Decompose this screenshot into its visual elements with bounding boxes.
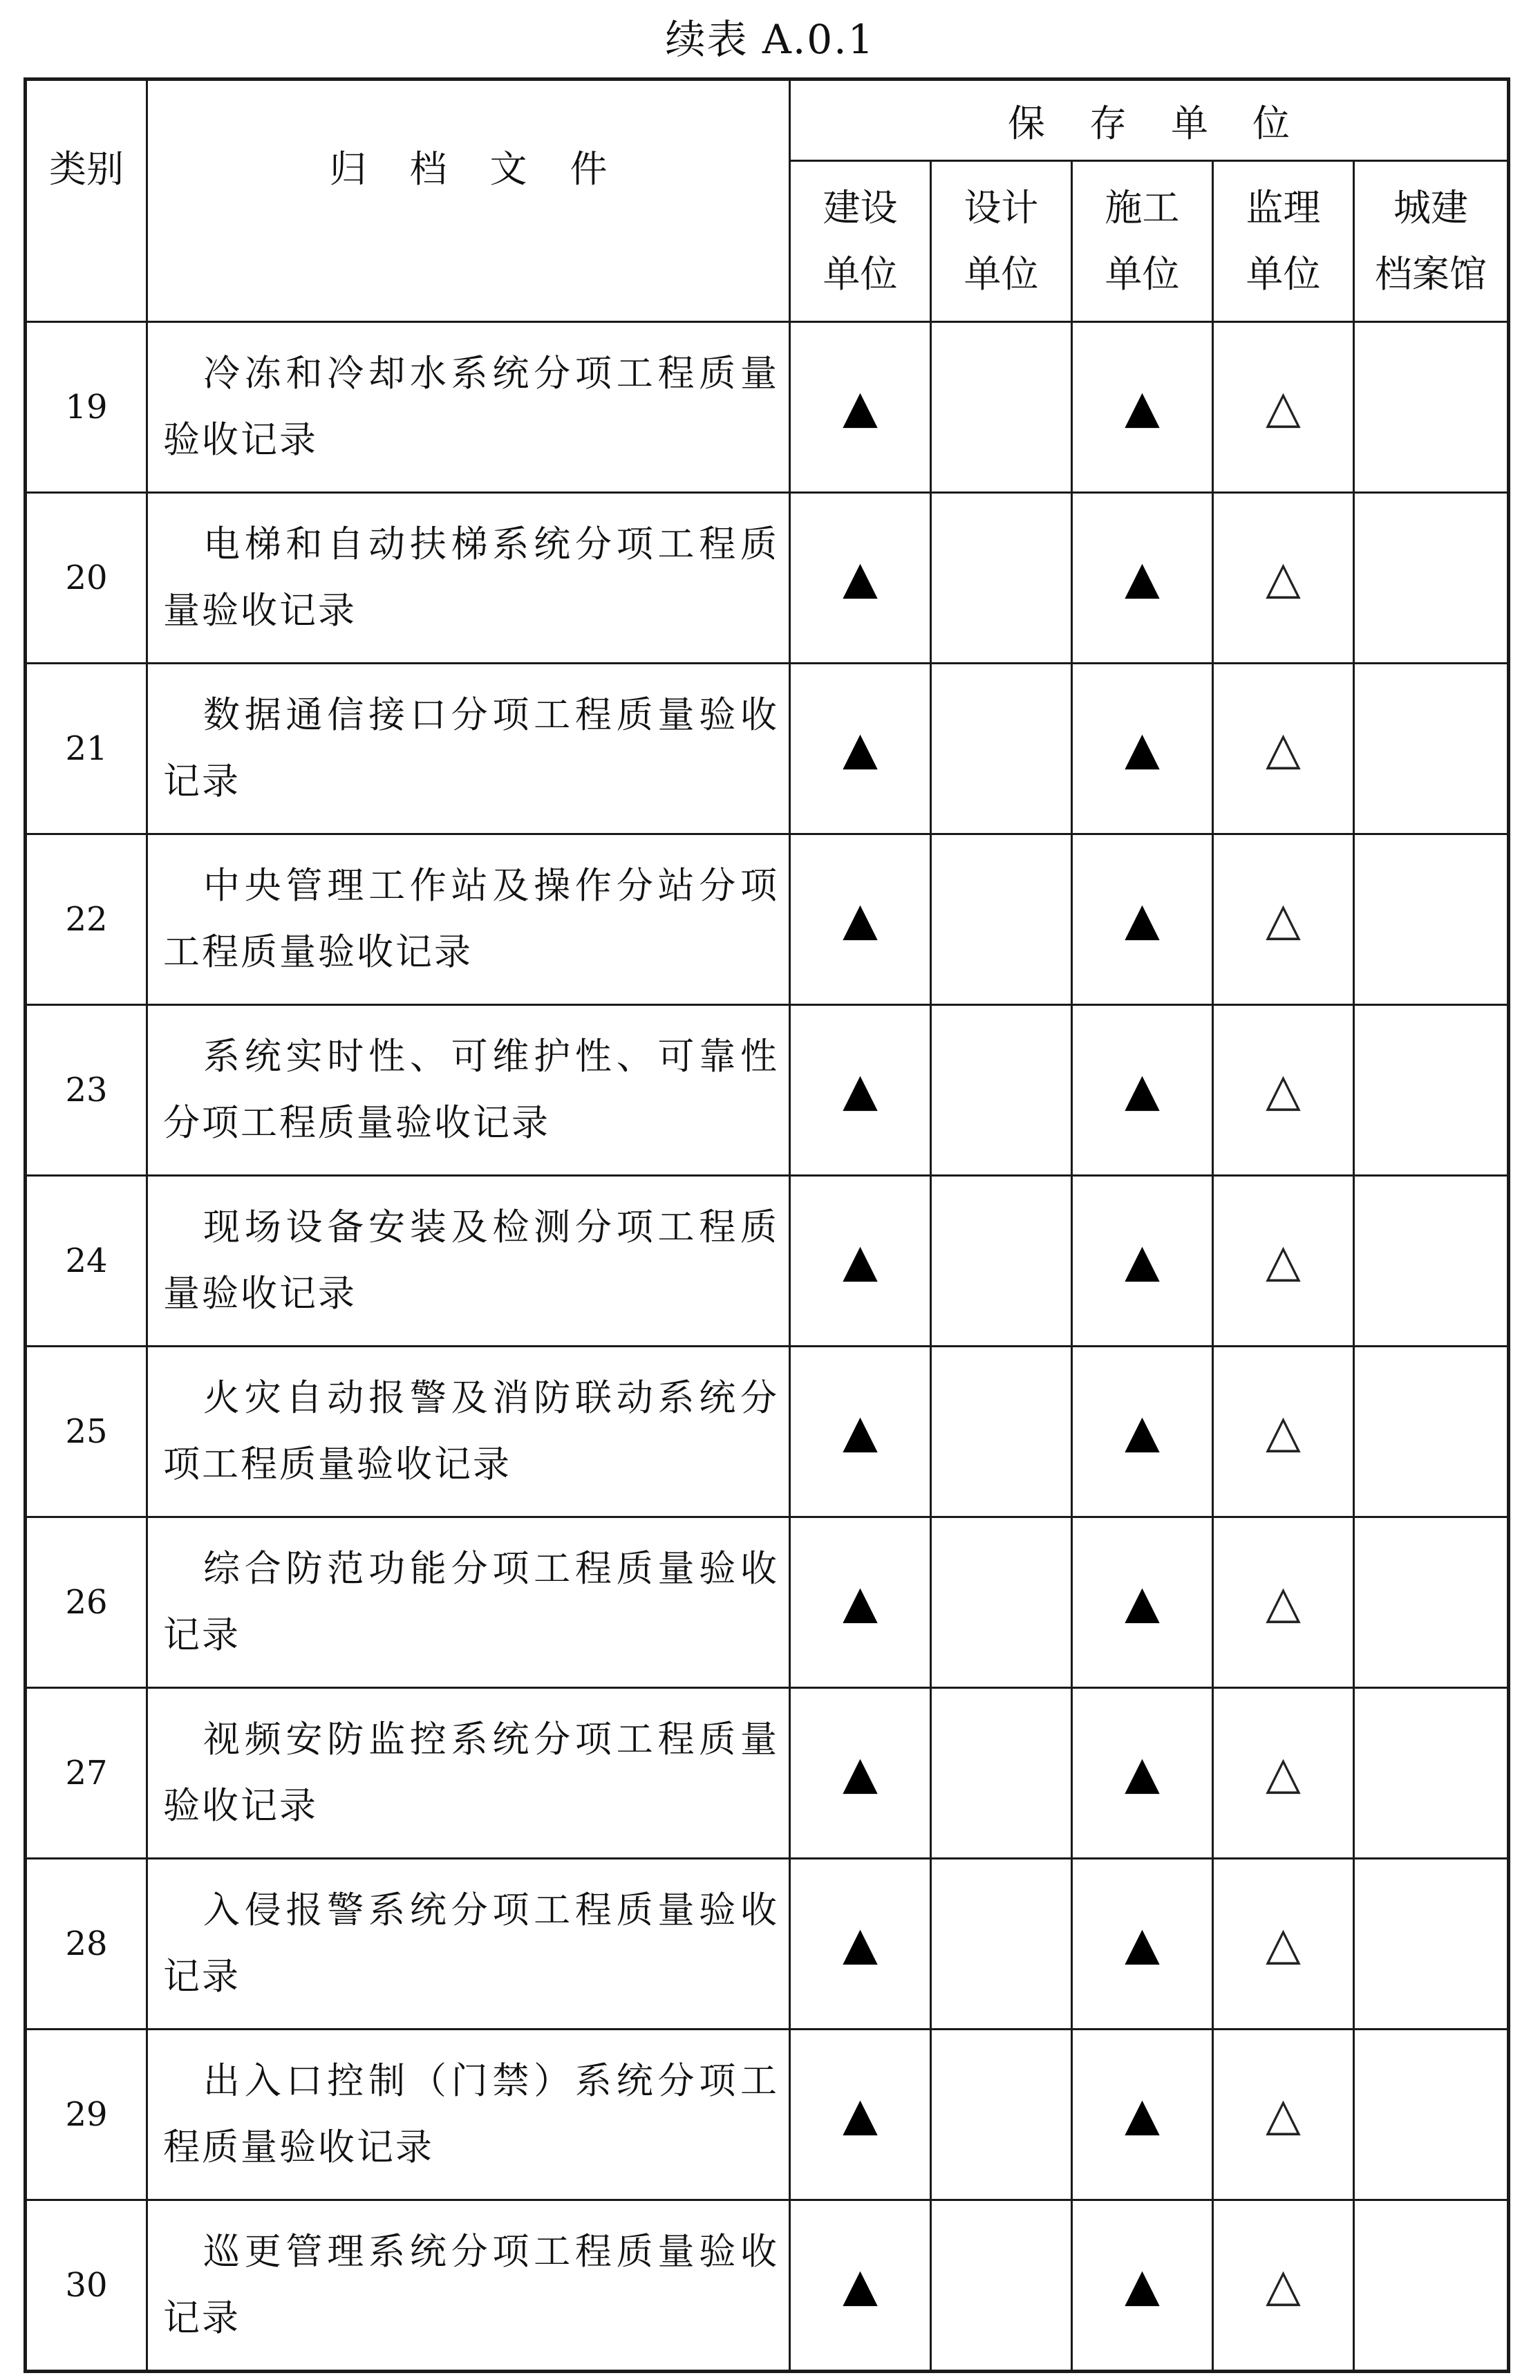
row-category-number: 29: [26, 2030, 147, 2200]
filled-triangle-icon: ▲: [1125, 1917, 1160, 1970]
filled-triangle-icon: ▲: [1125, 2258, 1160, 2312]
mark-cell-design: [931, 2030, 1072, 2200]
hollow-triangle-icon: △: [1266, 892, 1301, 946]
hollow-triangle-icon: △: [1266, 2088, 1301, 2141]
filled-triangle-icon: ▲: [843, 2258, 878, 2312]
unit-line1: 施工: [1105, 186, 1180, 229]
table-row: [26, 1688, 1509, 1859]
mark-cell-construction-owner: [790, 2200, 931, 2372]
mark-cell-city-archive: [1354, 322, 1509, 493]
header-unit-city-archive: [1354, 161, 1509, 322]
hollow-triangle-icon: △: [1266, 1746, 1301, 1799]
hollow-triangle-icon: △: [1266, 1234, 1301, 1287]
table-row: [26, 493, 1509, 664]
table-row: [26, 1005, 1509, 1176]
unit-line1: 城建: [1393, 186, 1468, 229]
mark-cell-supervisor: [1213, 834, 1354, 1005]
table-row: [26, 834, 1509, 1005]
header-unit-design: [931, 161, 1072, 322]
table-row: [26, 664, 1509, 834]
unit-line2: 单位: [823, 252, 898, 296]
unit-line2: 单位: [1105, 252, 1180, 296]
hollow-triangle-icon: △: [1266, 1405, 1301, 1458]
archive-table: [24, 77, 1510, 2373]
hollow-triangle-icon: △: [1266, 551, 1301, 604]
filled-triangle-icon: ▲: [843, 380, 878, 433]
filled-triangle-icon: ▲: [843, 1405, 878, 1458]
unit-line1: 设计: [964, 186, 1039, 229]
mark-cell-supervisor: [1213, 1347, 1354, 1517]
mark-cell-design: [931, 1347, 1072, 1517]
row-document-name: 中央管理工作站及操作分站分项工程质量验收记录: [147, 834, 790, 1005]
filled-triangle-icon: ▲: [1125, 892, 1160, 946]
row-category-number: 28: [26, 1859, 147, 2030]
mark-cell-city-archive: [1354, 1517, 1509, 1688]
table-row: [26, 1176, 1509, 1347]
row-category-number: 21: [26, 664, 147, 834]
row-document-name: 出入口控制（门禁）系统分项工程质量验收记录: [147, 2030, 790, 2200]
header-row-top: [26, 79, 1509, 161]
filled-triangle-icon: ▲: [1125, 1063, 1160, 1116]
mark-cell-city-archive: [1354, 1176, 1509, 1347]
mark-cell-supervisor: [1213, 1005, 1354, 1176]
mark-cell-contractor: [1072, 664, 1213, 834]
row-category-number: 25: [26, 1347, 147, 1517]
mark-cell-contractor: [1072, 834, 1213, 1005]
mark-cell-construction-owner: [790, 1176, 931, 1347]
filled-triangle-icon: ▲: [1125, 1746, 1160, 1799]
mark-cell-city-archive: [1354, 1005, 1509, 1176]
mark-cell-design: [931, 1859, 1072, 2030]
mark-cell-design: [931, 1176, 1072, 1347]
filled-triangle-icon: ▲: [843, 1746, 878, 1799]
unit-line1: 建设: [823, 186, 898, 229]
mark-cell-contractor: [1072, 493, 1213, 664]
mark-cell-city-archive: [1354, 2030, 1509, 2200]
filled-triangle-icon: ▲: [1125, 1405, 1160, 1458]
header-category: 类别: [26, 79, 147, 322]
row-category-number: 24: [26, 1176, 147, 1347]
mark-cell-city-archive: [1354, 2200, 1509, 2372]
header-unit-supervisor: [1213, 161, 1354, 322]
mark-cell-supervisor: [1213, 2200, 1354, 2372]
mark-cell-construction-owner: [790, 2030, 931, 2200]
table-row: [26, 1859, 1509, 2030]
header-documents: 归档文件: [147, 79, 790, 322]
mark-cell-city-archive: [1354, 493, 1509, 664]
unit-line2: 单位: [1246, 252, 1321, 296]
unit-line2: 档案馆: [1375, 252, 1487, 296]
mark-cell-design: [931, 1005, 1072, 1176]
row-document-name: 视频安防监控系统分项工程质量验收记录: [147, 1688, 790, 1859]
mark-cell-contractor: [1072, 1859, 1213, 2030]
mark-cell-construction-owner: [790, 322, 931, 493]
row-category-number: 20: [26, 493, 147, 664]
mark-cell-design: [931, 322, 1072, 493]
mark-cell-contractor: [1072, 1517, 1213, 1688]
mark-cell-contractor: [1072, 2200, 1213, 2372]
header-unit-contractor: [1072, 161, 1213, 322]
mark-cell-supervisor: [1213, 493, 1354, 664]
mark-cell-construction-owner: [790, 1517, 931, 1688]
row-document-name: 系统实时性、可维护性、可靠性分项工程质量验收记录: [147, 1005, 790, 1176]
mark-cell-contractor: [1072, 322, 1213, 493]
mark-cell-contractor: [1072, 1688, 1213, 1859]
mark-cell-supervisor: [1213, 1688, 1354, 1859]
header-storage-units: 保存单位: [790, 79, 1509, 161]
filled-triangle-icon: ▲: [1125, 722, 1160, 775]
row-category-number: 22: [26, 834, 147, 1005]
filled-triangle-icon: ▲: [843, 722, 878, 775]
table-title: 续表 A.0.1: [665, 16, 875, 63]
mark-cell-construction-owner: [790, 1005, 931, 1176]
row-category-number: 30: [26, 2200, 147, 2372]
filled-triangle-icon: ▲: [843, 2088, 878, 2141]
filled-triangle-icon: ▲: [843, 1575, 878, 1629]
table-row: [26, 322, 1509, 493]
mark-cell-city-archive: [1354, 1347, 1509, 1517]
mark-cell-construction-owner: [790, 1347, 931, 1517]
mark-cell-city-archive: [1354, 664, 1509, 834]
row-document-name: 巡更管理系统分项工程质量验收记录: [147, 2200, 790, 2372]
filled-triangle-icon: ▲: [1125, 551, 1160, 604]
mark-cell-supervisor: [1213, 664, 1354, 834]
table-row: [26, 2030, 1509, 2200]
mark-cell-contractor: [1072, 1005, 1213, 1176]
mark-cell-city-archive: [1354, 834, 1509, 1005]
row-document-name: 入侵报警系统分项工程质量验收记录: [147, 1859, 790, 2030]
mark-cell-contractor: [1072, 1347, 1213, 1517]
row-category-number: 26: [26, 1517, 147, 1688]
mark-cell-city-archive: [1354, 1688, 1509, 1859]
filled-triangle-icon: ▲: [843, 1063, 878, 1116]
filled-triangle-icon: ▲: [843, 1917, 878, 1970]
hollow-triangle-icon: △: [1266, 2258, 1301, 2312]
unit-line2: 单位: [964, 252, 1039, 296]
row-category-number: 27: [26, 1688, 147, 1859]
filled-triangle-icon: ▲: [843, 892, 878, 946]
row-document-name: 综合防范功能分项工程质量验收记录: [147, 1517, 790, 1688]
mark-cell-construction-owner: [790, 493, 931, 664]
header-unit-construction-owner: [790, 161, 931, 322]
table-row: [26, 1347, 1509, 1517]
filled-triangle-icon: ▲: [843, 1234, 878, 1287]
mark-cell-city-archive: [1354, 1859, 1509, 2030]
mark-cell-design: [931, 834, 1072, 1005]
filled-triangle-icon: ▲: [1125, 380, 1160, 433]
mark-cell-supervisor: [1213, 322, 1354, 493]
mark-cell-construction-owner: [790, 1688, 931, 1859]
mark-cell-contractor: [1072, 1176, 1213, 1347]
mark-cell-supervisor: [1213, 1176, 1354, 1347]
hollow-triangle-icon: △: [1266, 1063, 1301, 1116]
hollow-triangle-icon: △: [1266, 1917, 1301, 1970]
mark-cell-construction-owner: [790, 834, 931, 1005]
hollow-triangle-icon: △: [1266, 722, 1301, 775]
mark-cell-supervisor: [1213, 1517, 1354, 1688]
row-document-name: 火灾自动报警及消防联动系统分项工程质量验收记录: [147, 1347, 790, 1517]
unit-line1: 监理: [1246, 186, 1321, 229]
row-category-number: 23: [26, 1005, 147, 1176]
mark-cell-construction-owner: [790, 664, 931, 834]
row-document-name: 电梯和自动扶梯系统分项工程质量验收记录: [147, 493, 790, 664]
mark-cell-supervisor: [1213, 1859, 1354, 2030]
filled-triangle-icon: ▲: [843, 551, 878, 604]
table-row: [26, 1517, 1509, 1688]
mark-cell-supervisor: [1213, 2030, 1354, 2200]
mark-cell-design: [931, 1517, 1072, 1688]
row-document-name: 数据通信接口分项工程质量验收记录: [147, 664, 790, 834]
mark-cell-design: [931, 493, 1072, 664]
table-body: [26, 322, 1509, 2372]
mark-cell-design: [931, 664, 1072, 834]
hollow-triangle-icon: △: [1266, 1575, 1301, 1629]
table-row: [26, 2200, 1509, 2372]
row-category-number: 19: [26, 322, 147, 493]
row-document-name: 现场设备安装及检测分项工程质量验收记录: [147, 1176, 790, 1347]
hollow-triangle-icon: △: [1266, 380, 1301, 433]
row-document-name: 冷冻和冷却水系统分项工程质量验收记录: [147, 322, 790, 493]
filled-triangle-icon: ▲: [1125, 1575, 1160, 1629]
mark-cell-construction-owner: [790, 1859, 931, 2030]
filled-triangle-icon: ▲: [1125, 2088, 1160, 2141]
mark-cell-design: [931, 2200, 1072, 2372]
mark-cell-design: [931, 1688, 1072, 1859]
mark-cell-contractor: [1072, 2030, 1213, 2200]
filled-triangle-icon: ▲: [1125, 1234, 1160, 1287]
